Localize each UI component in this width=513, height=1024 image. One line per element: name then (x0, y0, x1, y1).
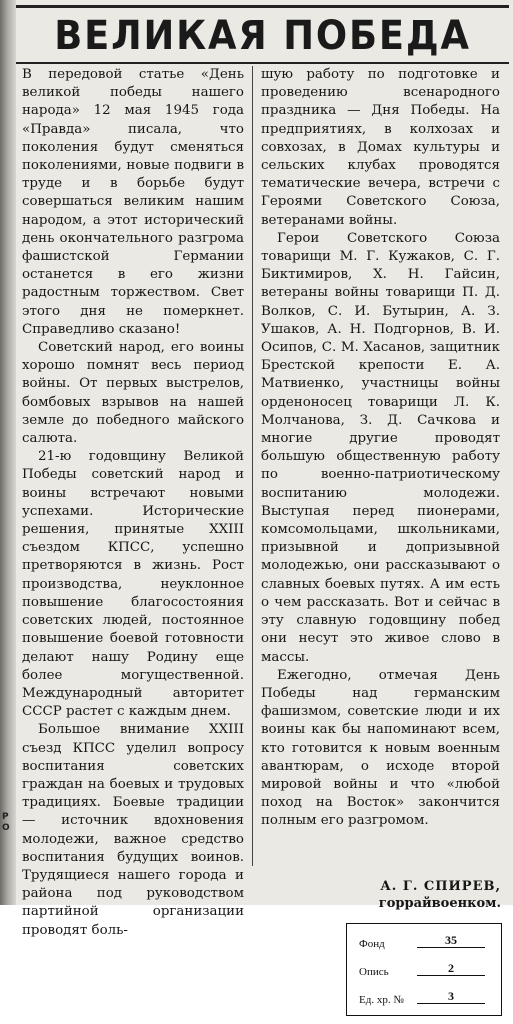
paragraph: Ежегодно, отмечая День Победы над германским фашизмом, советские люди и их воины как бы напоминают всем, кто готовится к новым военным авантюрам, о исходе второй мировой войны и что «любой поход на Восток» закончится полным его разгромом. (261, 667, 500, 829)
archive-stamp (346, 923, 502, 1016)
right-column (261, 66, 500, 896)
paragraph: Герои Советского Союза товарищи М. Г. Кужаков, С. Г. Биктимиров, Х. Н. Гайсин, ветераны войны товарищи П. Д. Волков, С. И. Бутырин, А. З. Ушаков, А. Н. Подгорнов, В. И. Осипов, С. М. Хасанов, защитник Брестской крепости Е. А. Матвиенко, участницы войны орденоносец товарищи Л. К. Молчанова, З. Д. Сачкова и многие другие проводят большую общественную работу по военно-патриотическому воспитанию молодежи. Выступая перед пионерами, комсомольцами, школьниками, призывной и допризывной молодежью, они рассказывают о славных боевых путях. А им есть о чем рассказать. Вот и сейчас в эту славную годовщину побед они несут это живое слово в массы. (261, 230, 500, 665)
column-divider (252, 66, 253, 866)
author-role: горрайвоенком. (378, 896, 501, 911)
archive-label: Ед. хр. № (359, 994, 404, 1006)
archive-row-opis (355, 958, 493, 980)
archive-value: 3 (417, 989, 485, 1004)
paragraph: Большое внимание XXIII съезд КПСС уделил вопросу воспитания советских граждан на боевых и трудовых традициях. Боевые традиции — источник вдохновения молодежи, важное средство воспитания будущих воинов. Трудящиеся нашего города и района под руководством партийной организации проводят боль- (22, 722, 244, 938)
author-signature (262, 878, 501, 912)
edge-fragment-text: РО (2, 812, 10, 833)
archive-row-item (355, 986, 493, 1008)
archive-label: Опись (359, 966, 389, 978)
archive-row-fond (355, 930, 493, 952)
article-headline: ВЕЛИКАЯ ПОБЕДА (54, 13, 471, 59)
archive-value: 2 (417, 961, 485, 976)
paragraph: шую работу по подготовке и проведению всенародного праздника — Дня Победы. На предприятиях, в колхозах и совхозах, в Домах культуры и сельских клубах проводятся тематические вечера, встречи с Героями Советского Союза, ветеранами войны. (261, 67, 500, 228)
paragraph: Советский народ, его воины хорошо помнят весь период войны. От первых выстрелов, бомбовых взрывов на нашей земле до победного майского салюта. (22, 340, 244, 447)
paragraph: В передовой статье «День великой победы нашего народа» 12 мая 1945 года «Правда» писала, что поколения будут сменяться поколениями, новые подвиги в труде и в борьбе будут совершаться великим нашим народом, а этот исторический день окончательного разгрома фашистской Германии останется в его жизни радостным торжеством. Свет этого дня не померкнет. Справедливо сказано! (22, 67, 244, 337)
headline-rule (16, 62, 509, 64)
page-edge-shadow (0, 0, 16, 905)
top-rule (16, 5, 509, 8)
archive-label: Фонд (359, 938, 385, 950)
left-column (22, 66, 244, 938)
author-name: А. Г. СПИРЕВ, (380, 879, 501, 894)
archive-value: 35 (417, 933, 485, 948)
paragraph: 21-ю годовщину Великой Победы советский народ и воины встречают новыми успехами. Исторические решения, принятые XXIII съездом КПСС, успешно претворяются в жизнь. Рост производства, неуклонное повышение благосостояния советских людей, постоянное повышение боевой готовности делают нашу Родину еще более могущественной. Международный авторитет СССР растет с каждым днем. (22, 449, 244, 720)
